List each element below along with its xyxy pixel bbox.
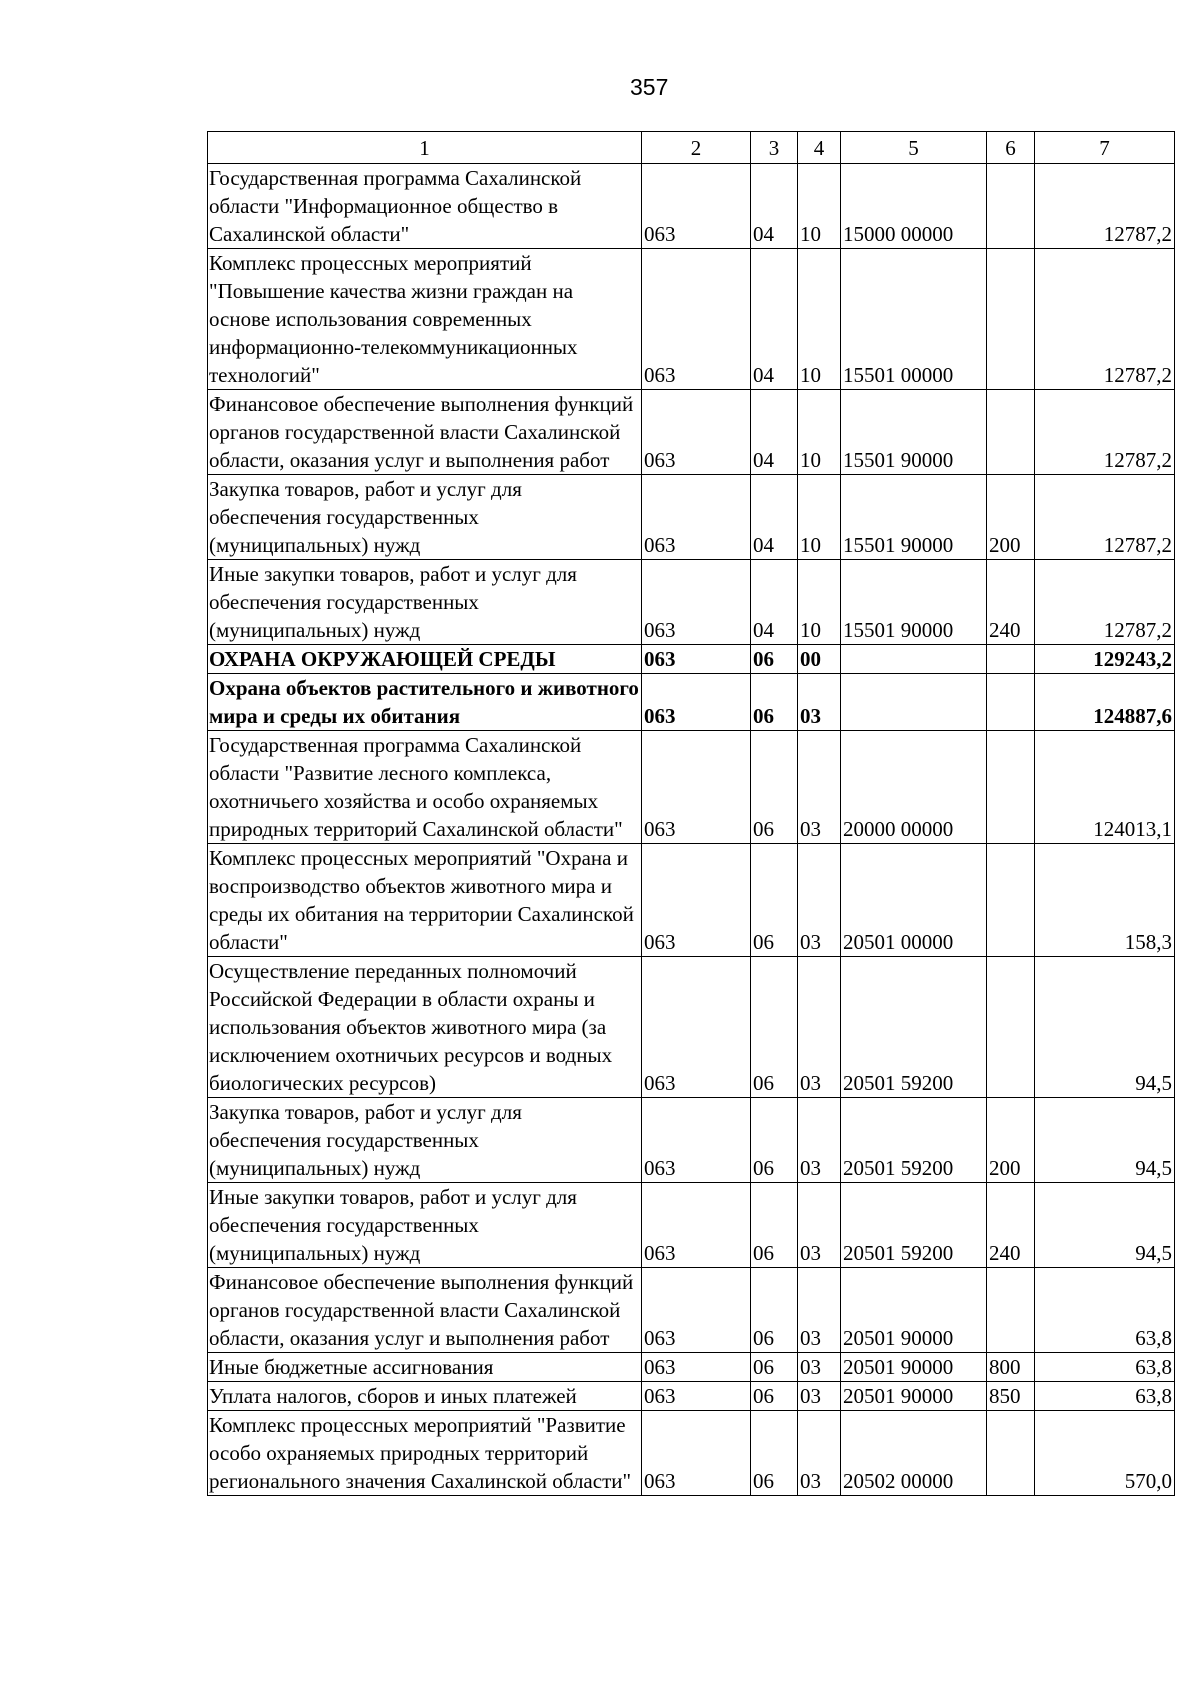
table-body (208, 164, 1175, 1496)
row-subsection-cell: 03 (798, 1183, 841, 1268)
row-expense-type-cell: 240 (987, 560, 1035, 645)
table-row (208, 1382, 1175, 1411)
table-row (208, 674, 1175, 731)
page-number: 357 (630, 74, 669, 100)
row-expense-type-cell (987, 844, 1035, 957)
table-row (208, 957, 1175, 1098)
row-ministry-code-cell: 063 (642, 164, 751, 249)
row-section-cell: 04 (751, 475, 798, 560)
row-target-article-cell: 15501 90000 (841, 475, 987, 560)
row-amount-cell: 12787,2 (1035, 560, 1175, 645)
row-amount-cell: 12787,2 (1035, 164, 1175, 249)
table-row (208, 560, 1175, 645)
table-row (208, 1411, 1175, 1496)
row-target-article-cell: 20501 90000 (841, 1382, 987, 1411)
row-subsection-cell: 03 (798, 1411, 841, 1496)
row-target-article-cell (841, 674, 987, 731)
row-section-cell: 04 (751, 390, 798, 475)
row-subsection-cell: 10 (798, 249, 841, 390)
row-name-cell: Государственная программа Сахалинской области "Развитие лесного комплекса, охотничьего хозяйства и особо охраняемых природных территорий Сахалинской области" (208, 731, 642, 844)
row-amount-cell: 129243,2 (1035, 645, 1175, 674)
row-name-cell: Закупка товаров, работ и услуг для обеспечения государственных (муниципальных) нужд (208, 475, 642, 560)
row-section-cell: 06 (751, 1411, 798, 1496)
row-section-cell: 06 (751, 1353, 798, 1382)
row-expense-type-cell (987, 1411, 1035, 1496)
row-subsection-cell: 03 (798, 1382, 841, 1411)
column-header-6: 6 (987, 132, 1035, 164)
row-name-cell: Осуществление переданных полномочий Российской Федерации в области охраны и использования объектов животного мира (за исключением охотничьих ресурсов и водных биологических ресурсов) (208, 957, 642, 1098)
row-expense-type-cell (987, 957, 1035, 1098)
row-amount-cell: 12787,2 (1035, 390, 1175, 475)
row-subsection-cell: 10 (798, 475, 841, 560)
row-name-cell: ОХРАНА ОКРУЖАЮЩЕЙ СРЕДЫ (208, 645, 642, 674)
row-section-cell: 06 (751, 1268, 798, 1353)
row-expense-type-cell: 850 (987, 1382, 1035, 1411)
row-subsection-cell: 10 (798, 390, 841, 475)
row-section-cell: 04 (751, 560, 798, 645)
table-header-row (208, 132, 1175, 164)
row-ministry-code-cell: 063 (642, 731, 751, 844)
row-expense-type-cell (987, 674, 1035, 731)
row-subsection-cell: 00 (798, 645, 841, 674)
row-expense-type-cell (987, 390, 1035, 475)
row-section-cell: 06 (751, 957, 798, 1098)
row-expense-type-cell (987, 1268, 1035, 1353)
row-ministry-code-cell: 063 (642, 674, 751, 731)
row-name-cell: Комплекс процессных мероприятий "Охрана и воспроизводство объектов животного мира и среды их обитания на территории Сахалинской области" (208, 844, 642, 957)
row-name-cell: Иные бюджетные ассигнования (208, 1353, 642, 1382)
row-amount-cell: 570,0 (1035, 1411, 1175, 1496)
column-header-4: 4 (798, 132, 841, 164)
table-row (208, 164, 1175, 249)
row-name-cell: Иные закупки товаров, работ и услуг для обеспечения государственных (муниципальных) нужд (208, 1183, 642, 1268)
row-amount-cell: 63,8 (1035, 1382, 1175, 1411)
row-target-article-cell: 20501 59200 (841, 957, 987, 1098)
row-subsection-cell: 03 (798, 1268, 841, 1353)
column-header-7: 7 (1035, 132, 1175, 164)
row-subsection-cell: 03 (798, 674, 841, 731)
row-subsection-cell: 03 (798, 957, 841, 1098)
row-ministry-code-cell: 063 (642, 249, 751, 390)
row-ministry-code-cell: 063 (642, 1268, 751, 1353)
row-amount-cell: 12787,2 (1035, 249, 1175, 390)
row-target-article-cell: 20501 00000 (841, 844, 987, 957)
row-name-cell: Финансовое обеспечение выполнения функций органов государственной власти Сахалинской области, оказания услуг и выполнения работ (208, 1268, 642, 1353)
table-row (208, 1098, 1175, 1183)
row-amount-cell: 158,3 (1035, 844, 1175, 957)
table-row (208, 475, 1175, 560)
row-subsection-cell: 03 (798, 731, 841, 844)
row-expense-type-cell: 240 (987, 1183, 1035, 1268)
row-ministry-code-cell: 063 (642, 560, 751, 645)
table-row (208, 1183, 1175, 1268)
row-name-cell: Охрана объектов растительного и животного мира и среды их обитания (208, 674, 642, 731)
row-expense-type-cell (987, 731, 1035, 844)
row-target-article-cell: 20501 59200 (841, 1183, 987, 1268)
column-header-2: 2 (642, 132, 751, 164)
row-ministry-code-cell: 063 (642, 1098, 751, 1183)
row-target-article-cell: 20502 00000 (841, 1411, 987, 1496)
row-ministry-code-cell: 063 (642, 645, 751, 674)
row-ministry-code-cell: 063 (642, 957, 751, 1098)
row-amount-cell: 124887,6 (1035, 674, 1175, 731)
row-amount-cell: 63,8 (1035, 1353, 1175, 1382)
row-amount-cell: 94,5 (1035, 957, 1175, 1098)
row-expense-type-cell (987, 249, 1035, 390)
row-expense-type-cell (987, 645, 1035, 674)
row-target-article-cell: 20501 90000 (841, 1268, 987, 1353)
table-row (208, 1353, 1175, 1382)
row-ministry-code-cell: 063 (642, 390, 751, 475)
row-ministry-code-cell: 063 (642, 1353, 751, 1382)
row-name-cell: Финансовое обеспечение выполнения функций органов государственной власти Сахалинской области, оказания услуг и выполнения работ (208, 390, 642, 475)
row-amount-cell: 12787,2 (1035, 475, 1175, 560)
row-amount-cell: 94,5 (1035, 1098, 1175, 1183)
column-header-1: 1 (208, 132, 642, 164)
row-section-cell: 06 (751, 1382, 798, 1411)
row-expense-type-cell: 800 (987, 1353, 1035, 1382)
table-row (208, 249, 1175, 390)
budget-table (207, 131, 1175, 1496)
row-target-article-cell: 15501 00000 (841, 249, 987, 390)
column-header-5: 5 (841, 132, 987, 164)
row-name-cell: Комплекс процессных мероприятий "Развитие особо охраняемых природных территорий регионального значения Сахалинской области" (208, 1411, 642, 1496)
row-subsection-cell: 03 (798, 844, 841, 957)
table-row (208, 1268, 1175, 1353)
row-subsection-cell: 10 (798, 560, 841, 645)
row-section-cell: 06 (751, 674, 798, 731)
row-section-cell: 06 (751, 731, 798, 844)
table-row (208, 731, 1175, 844)
row-ministry-code-cell: 063 (642, 1382, 751, 1411)
row-section-cell: 04 (751, 164, 798, 249)
row-subsection-cell: 03 (798, 1353, 841, 1382)
row-subsection-cell: 03 (798, 1098, 841, 1183)
row-expense-type-cell: 200 (987, 1098, 1035, 1183)
row-expense-type-cell: 200 (987, 475, 1035, 560)
row-target-article-cell: 15000 00000 (841, 164, 987, 249)
column-header-3: 3 (751, 132, 798, 164)
row-section-cell: 04 (751, 249, 798, 390)
row-target-article-cell: 20501 59200 (841, 1098, 987, 1183)
row-ministry-code-cell: 063 (642, 475, 751, 560)
row-name-cell: Уплата налогов, сборов и иных платежей (208, 1382, 642, 1411)
row-target-article-cell: 20501 90000 (841, 1353, 987, 1382)
row-amount-cell: 94,5 (1035, 1183, 1175, 1268)
row-subsection-cell: 10 (798, 164, 841, 249)
row-ministry-code-cell: 063 (642, 844, 751, 957)
row-name-cell: Комплекс процессных мероприятий "Повышение качества жизни граждан на основе использования современных информационно-телекоммуникационных технологий" (208, 249, 642, 390)
table-row (208, 844, 1175, 957)
row-amount-cell: 124013,1 (1035, 731, 1175, 844)
row-ministry-code-cell: 063 (642, 1411, 751, 1496)
row-ministry-code-cell: 063 (642, 1183, 751, 1268)
row-section-cell: 06 (751, 645, 798, 674)
row-section-cell: 06 (751, 844, 798, 957)
row-name-cell: Закупка товаров, работ и услуг для обеспечения государственных (муниципальных) нужд (208, 1098, 642, 1183)
row-name-cell: Государственная программа Сахалинской области "Информационное общество в Сахалинской области" (208, 164, 642, 249)
row-target-article-cell (841, 645, 987, 674)
row-section-cell: 06 (751, 1098, 798, 1183)
row-name-cell: Иные закупки товаров, работ и услуг для обеспечения государственных (муниципальных) нужд (208, 560, 642, 645)
row-target-article-cell: 20000 00000 (841, 731, 987, 844)
row-section-cell: 06 (751, 1183, 798, 1268)
table-row (208, 390, 1175, 475)
row-expense-type-cell (987, 164, 1035, 249)
row-amount-cell: 63,8 (1035, 1268, 1175, 1353)
table-row (208, 645, 1175, 674)
row-target-article-cell: 15501 90000 (841, 390, 987, 475)
row-target-article-cell: 15501 90000 (841, 560, 987, 645)
